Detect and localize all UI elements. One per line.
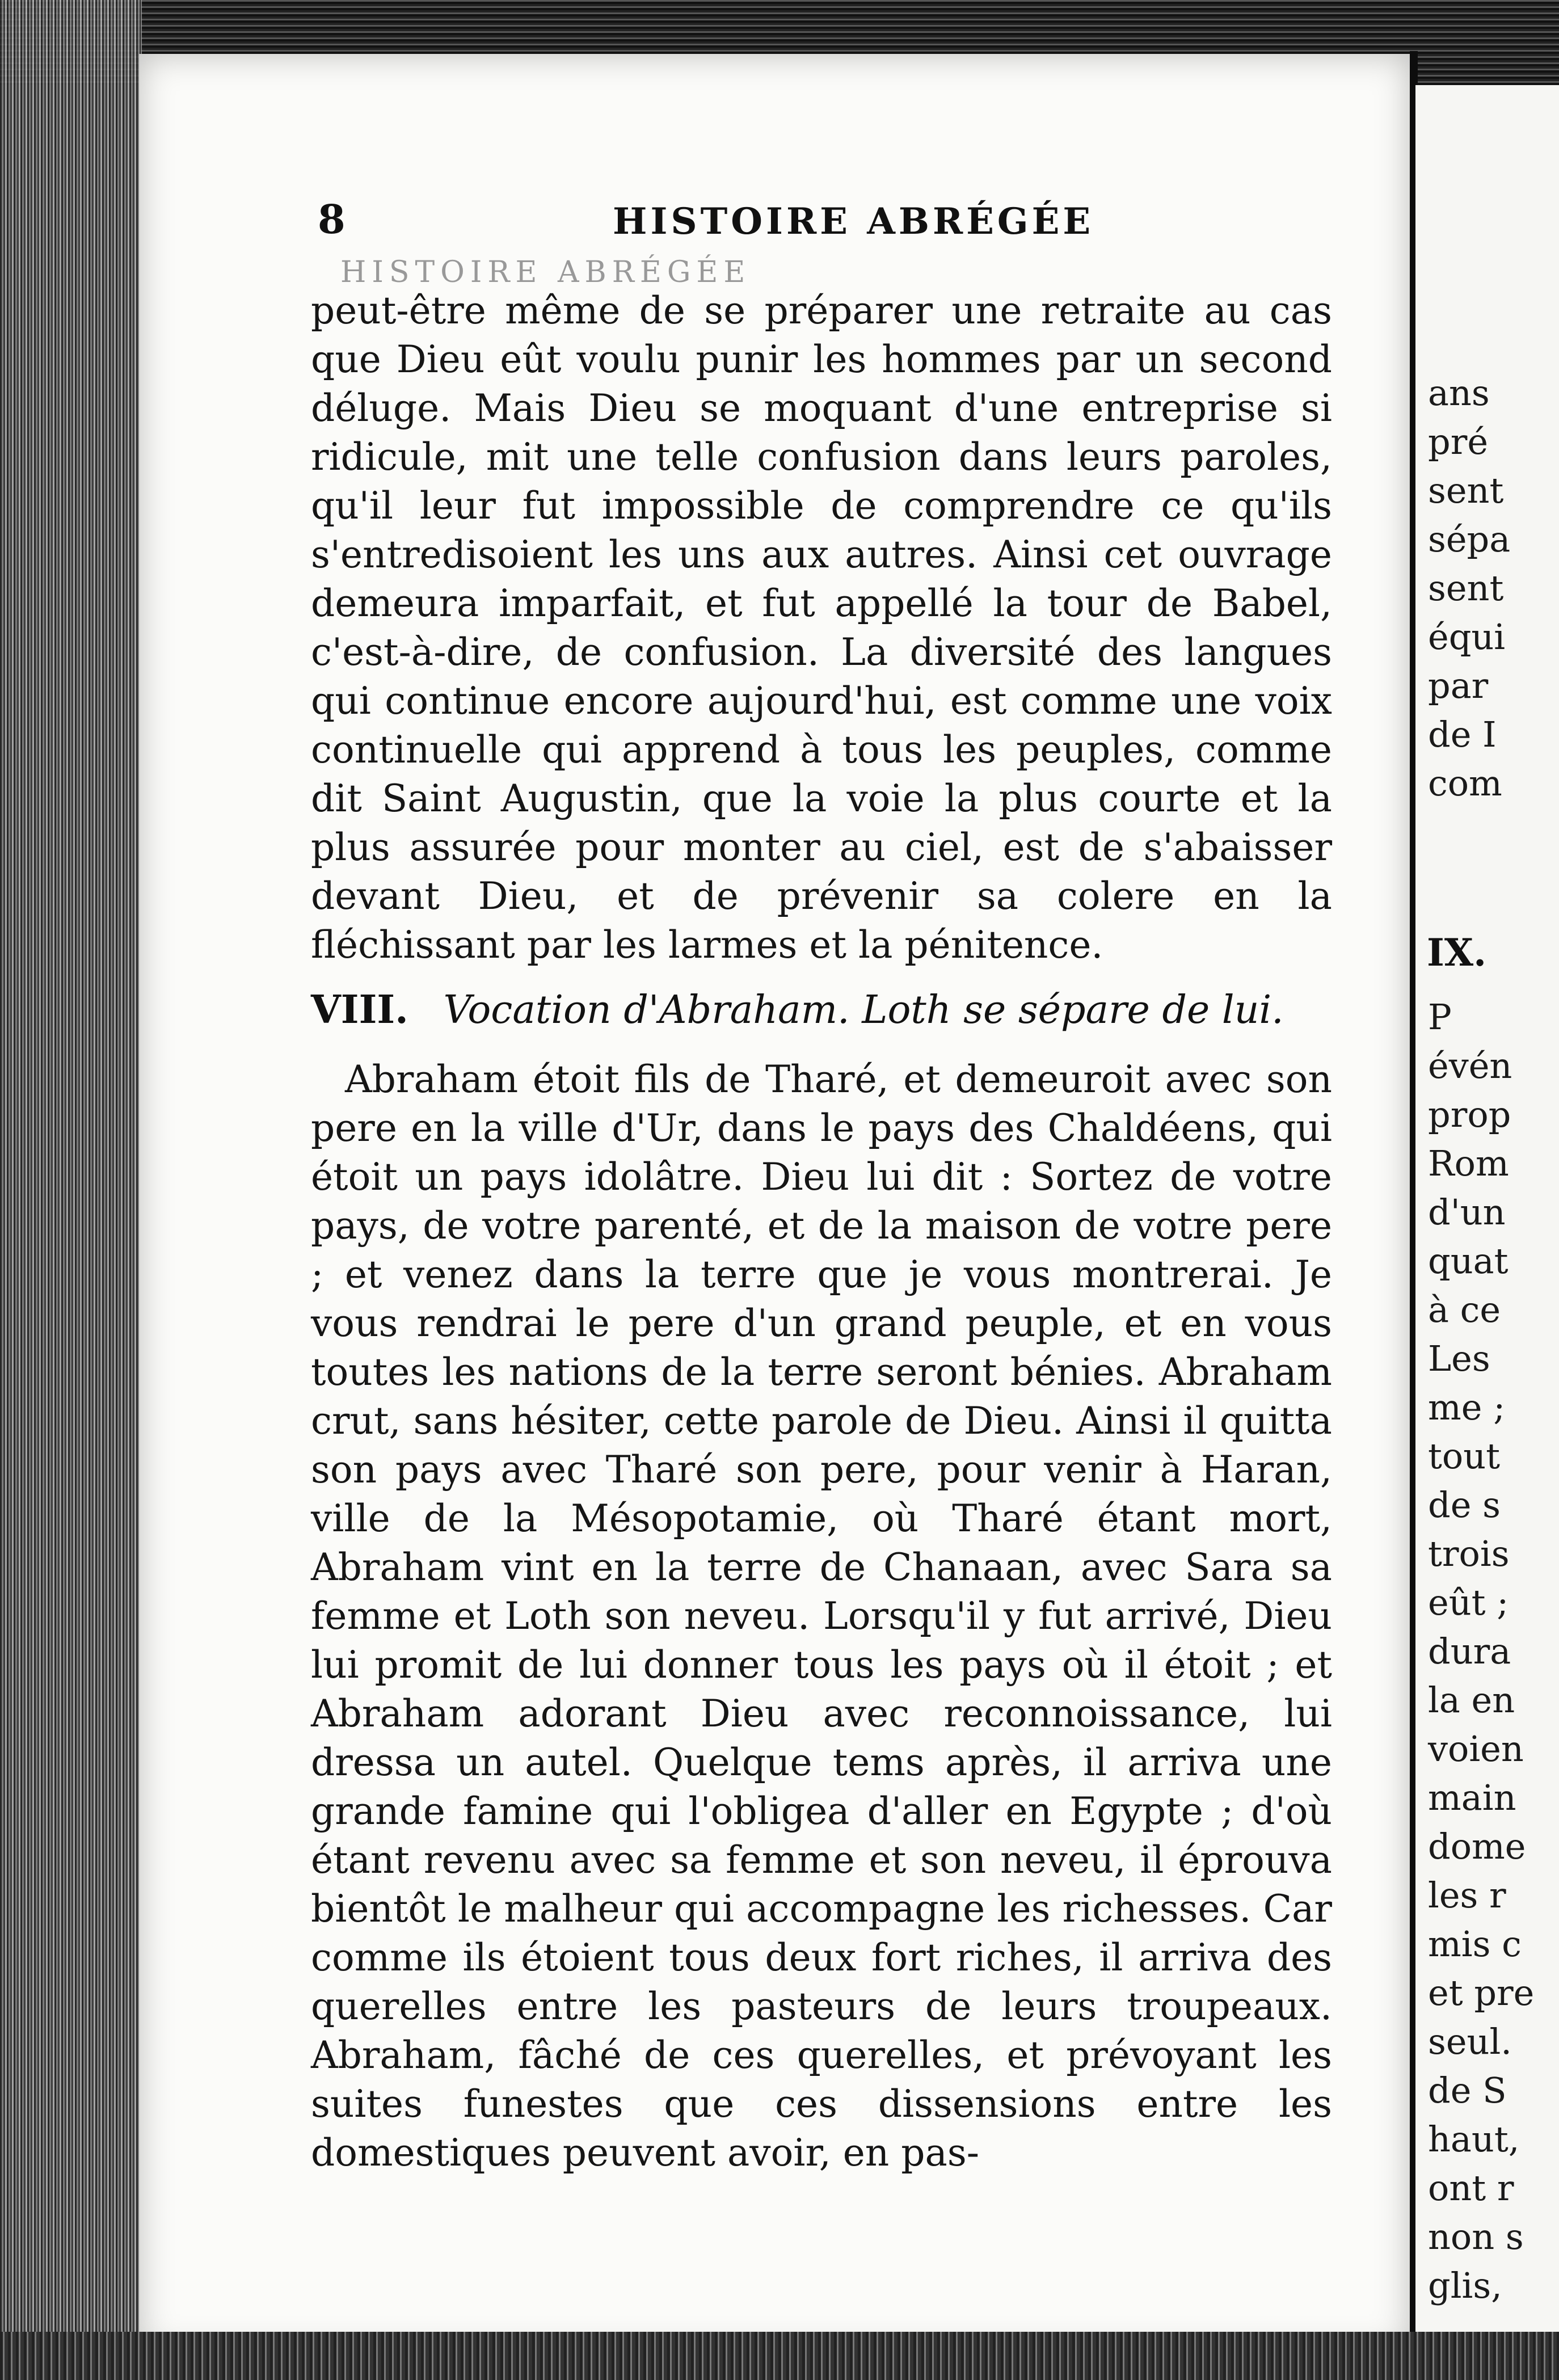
- body-text-block-1: [311, 287, 1332, 970]
- scan-border-left: [0, 0, 142, 2380]
- right-page-fragment: [1415, 85, 1559, 2349]
- running-head: HISTOIRE ABRÉGÉE: [613, 200, 1094, 243]
- bleed-through-text: HISTOIRE ABRÉGÉE: [340, 255, 751, 289]
- section-title: Vocation d'Abraham. Loth se sépare de lui.: [443, 988, 1284, 1033]
- section-heading: [311, 987, 1332, 1033]
- page-header: [318, 196, 1328, 258]
- paragraph-tower-of-babel: peut-être même de se préparer une retraite au cas que Dieu eût voulu punir les hommes par un second déluge. Mais Dieu se moquant d'une entreprise si ridicule, mit une telle confusion dans leurs paroles, qu'il leur fut impossible de comprendre ce qu'ils s'entredisoient les uns aux autres. Ainsi cet ouvrage demeura imparfait, et fut appellé la tour de Babel, c'est-à-dire, de confusion. La diversité des langues qui continue encore aujourd'hui, est comme une voix continuelle qui apprend à tous les peuples, comme dit Saint Augustin, que la voie la plus courte et la plus assurée pour monter au ciel, est de s'abaisser devant Dieu, et de prévenir sa colere en la fléchissant par les larmes et la pénitence.: [311, 289, 1332, 967]
- right-page-heading: IX.: [1427, 930, 1487, 975]
- right-page-lines-top: ans pré sent sépa sent équi par de I com: [1428, 372, 1511, 804]
- paragraph-abraham: Abraham étoit fils de Tharé, et demeuroit avec son pere en la ville d'Ur, dans le pays des Chaldéens, qui étoit un pays idolâtre. Dieu lui dit : Sortez de votre pays, de votre parenté, et de la maison de votre pere ; et venez dans la terre que je vous montrerai. Je vous rendrai le pere d'un grand peuple, et en vous toutes les nations de la terre seront bénies. Abraham crut, sans hésiter, cette parole de Dieu. Ainsi il quitta son pays avec Tharé son pere, pour venir à Haran, ville de la Mésopotamie, où Tharé étant mort, Abraham vint en la terre de Chanaan, avec Sara sa femme et Loth son neveu. Lorsqu'il y fut arrivé, Dieu lui promit de lui donner tous les pays où il étoit ; et Abraham adorant Dieu avec reconnoissance, lui dressa un autel. Quelque tems après, il arriva une grande famine qui l'obligea d'aller en Egypte ; d'où étant revenu avec sa femme et son neveu, il éprouva bientôt le malheur qui accompagne les richesses. Car comme ils étoient tous deux fort riches, il arriva des querelles entre les pasteurs de leurs troupeaux. Abraham, fâché de ces querelles, et prévoyant les suites funestes que ces dissensions entre les domestiques peuvent avoir, en pas-: [311, 1058, 1332, 2175]
- page-number: 8: [318, 196, 345, 243]
- body-text-block-2: [311, 1055, 1332, 2177]
- right-page-lines-bottom: P évén prop Rom d'un quat à ce Les me ; tout de s trois eût ; dura la en voien main dome les r mis c et pre seul. de S haut, ont r non s glis,: [1428, 996, 1535, 2306]
- section-number: VIII.: [311, 987, 408, 1033]
- scan-border-bottom: [0, 2332, 1559, 2380]
